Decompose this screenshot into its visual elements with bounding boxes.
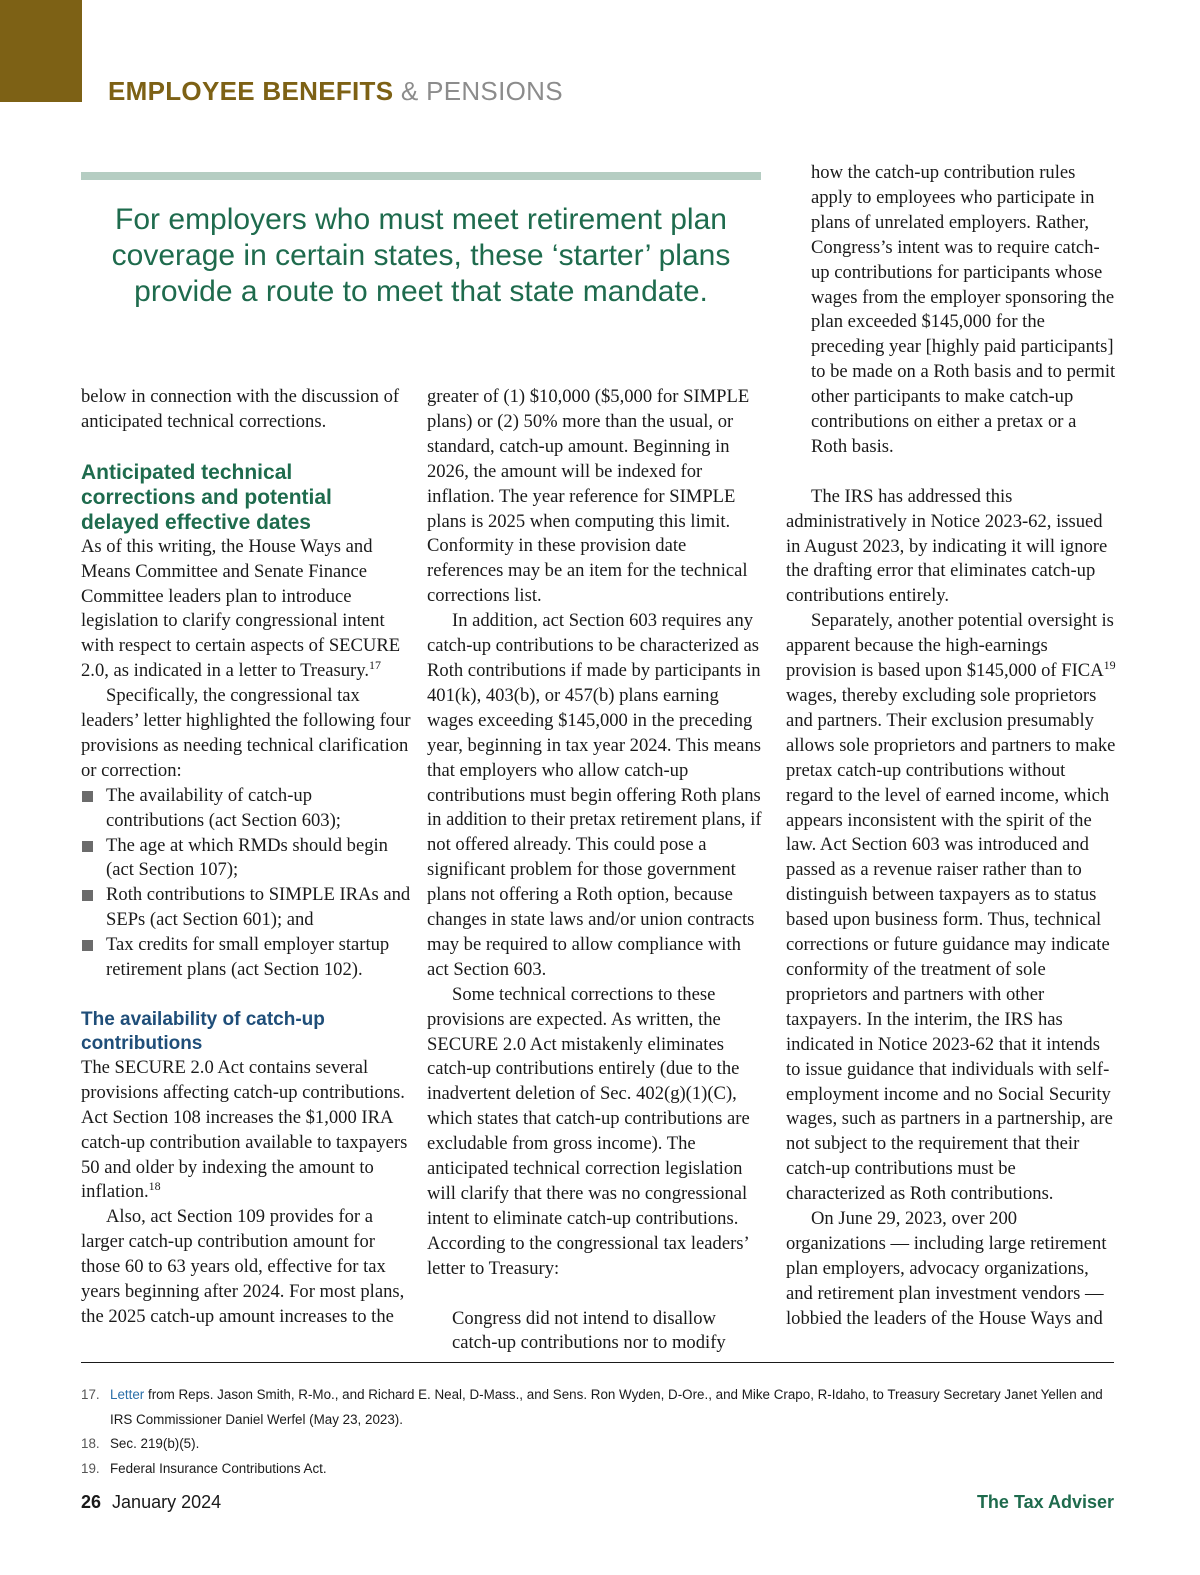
square-bullet-icon <box>82 940 93 951</box>
footnote-17 <box>81 1383 1121 1432</box>
paragraph: The SECURE 2.0 Act contains several provisions affecting catch-up contributions. Act Section 108 increases the $1,000 IRA catch-up contribution available to taxpayers 50 and older by indexing the amount to inflation.$^{18}$ <box>81 1056 408 1203</box>
section-header <box>108 76 563 107</box>
column-2 <box>427 385 763 1356</box>
square-bullet-icon <box>82 791 93 802</box>
paragraph: In addition, act Section 603 requires any catch-up contributions to be characterized as Roth contributions if made by participants in 401(k), 403(b), or 457(b) plans earning wages exceeding $145,000 in the preceding year, beginning in tax year 2024. This means that employers who allow catch-up contributions must begin offering Roth plans in addition to their pretax retirement plans, if not offered already. This could pose a significant problem for those government plans not offering a Roth option, because changes in state laws and/or union contracts may be required to allow compliance with act Section 603. <box>427 610 762 980</box>
footnote-ref-17[interactable]: 17 <box>368 658 381 673</box>
footnote-number: 18. <box>81 1436 100 1452</box>
pull-quote: For employers who must meet retirement plan coverage in certain states, these ‘starter’ plans provide a route to meet that state mandate. <box>111 203 731 308</box>
paragraph: As of this writing, the House Ways and Means Committee and Senate Finance Committee leaders plan to introduce legislation to clarify congressional intent with respect to certain aspects of SECURE 2.0, as indicated in a letter to Treasury.$^{17}$ <box>81 535 401 682</box>
list-item: The age at which RMDs should begin (act Section 107); <box>81 834 411 884</box>
list-item: Roth contributions to SIMPLE IRAs and SEPs (act Section 601); and <box>81 883 411 933</box>
pull-quote-rule <box>81 172 761 180</box>
list-item: Tax credits for small employer startup retirement plans (act Section 102). <box>81 933 411 983</box>
corner-color-block <box>0 0 82 102</box>
block-quote: Congress did not intend to disallow catch-up contributions nor to modify <box>452 1307 726 1354</box>
list-item: The availability of catch-up contributions (act Section 603); <box>81 784 411 834</box>
square-bullet-icon <box>82 890 93 901</box>
letter-link[interactable]: Letter <box>110 1387 145 1402</box>
paragraph: Also, act Section 109 provides for a larger catch-up contribution amount for those 60 to 63 years old, effective for tax years beginning after 2024. For most plans, the 2025 catch-up amount increases to the <box>81 1206 405 1327</box>
footnote-divider <box>81 1362 1114 1363</box>
page-number: 26 <box>81 1492 102 1512</box>
footnote-text: Federal Insurance Contributions Act. <box>110 1460 327 1476</box>
paragraph: The IRS has addressed this administratively in Notice 2023-62, issued in August 2023, by indicating it will ignore the drafting error that eliminates catch-up contributions entirely. <box>786 485 1108 607</box>
paragraph: Separately, another potential oversight is apparent because the high-earnings provision is based upon $145,000 of FICA$^{19}$ wages, thereby excluding sole proprietors and partners. Their exclusion presumably allows sole proprietors and partners to make pretax catch-up contributions without regard to the level of earned income, which appears inconsistent with the spirit of the law. Act Section 603 was introduced and passed as a revenue raiser rather than to distinguish between taxpayers as to status based upon business form. Thus, technical corrections or future guidance may indicate conformity of the treatment of sole proprietors and partners with other taxpayers. In the interim, the IRS has indicated in Notice 2023-62 that it intends to issue guidance that individuals with self-employment income and no Social Security wages, such as partners in a partnership, are not subject to the requirement that their catch-up contributions must be characterized as Roth contributions. <box>786 610 1116 1205</box>
section-header-bold: EMPLOYEE BENEFITS <box>108 76 394 106</box>
publication-name: The Tax Adviser <box>976 1492 1114 1512</box>
paragraph: On June 29, 2023, over 200 organizations — including large retirement plan employers, advocacy organizations, and retirement plan investment vendors — lobbied the leaders of the House Ways and <box>786 1208 1107 1329</box>
footnote-ref-18[interactable]: 18 <box>148 1179 161 1194</box>
footnote-18 <box>81 1432 1121 1457</box>
subheading-technical-corrections: Anticipated technical corrections and potential delayed effective dates <box>81 460 332 534</box>
footnote-ref-19[interactable]: 19 <box>1103 657 1116 672</box>
subheading-catch-up-availability: The availability of catch-up contributions <box>81 1008 325 1054</box>
column-3 <box>786 161 1116 1332</box>
issue-date: January 2024 <box>112 1492 222 1512</box>
provision-list <box>81 784 411 983</box>
paragraph: below in connection with the discussion of anticipated technical corrections. <box>81 386 400 432</box>
footnote-19 <box>81 1457 1121 1482</box>
page-folio <box>81 1492 221 1513</box>
block-quote-continued: how the catch-up contribution rules apply to employees who participate in plans of unrelated employers. Rather, Congress’s intent was to require catch-up contributions for participants whose wages from the employer sponsoring the plan exceeded $145,000 for the preceding year [highly paid participants] to be made on a Roth basis and to permit other participants to make catch-up contributions on either a pretax or a Roth basis. <box>811 162 1116 457</box>
paragraph: greater of (1) $10,000 ($5,000 for SIMPLE plans) or (2) 50% more than the usual, or standard, catch-up amount. Beginning in 2026, the amount will be indexed for inflation. The year reference for SIMPLE plans is 2025 when computing this limit. Conformity in these provision date references may be an item for the technical corrections list. <box>427 386 750 607</box>
footnote-text: from Reps. Jason Smith, R-Mo., and Richard E. Neal, D-Mass., and Sens. Ron Wyden, D-Ore., and Mike Crapo, R-Idaho, to Treasury Secretary Janet Yellen and IRS Commissioner Daniel Werfel (May 23, 2023). <box>110 1387 1103 1427</box>
square-bullet-icon <box>82 841 93 852</box>
section-header-light: & PENSIONS <box>400 76 563 106</box>
footnote-text: Sec. 219(b)(5). <box>110 1436 200 1452</box>
footnotes <box>81 1383 1121 1481</box>
column-1 <box>81 385 411 1330</box>
paragraph: Specifically, the congressional tax leaders’ letter highlighted the following four provisions as needing technical clarification or correction: <box>81 685 411 781</box>
footnote-number: 17. <box>81 1387 100 1402</box>
paragraph: Some technical corrections to these provisions are expected. As written, the SECURE 2.0 Act mistakenly eliminates catch-up contributions entirely (due to the inadvertent deletion of Sec. 402(g)(1)(C), which states that catch-up contributions are excludable from gross income). The anticipated technical correction legislation will clarify that there was no congressional intent to eliminate catch-up contributions. According to the congressional tax leaders’ letter to Treasury: <box>427 983 750 1279</box>
footnote-number: 19. <box>81 1460 100 1476</box>
